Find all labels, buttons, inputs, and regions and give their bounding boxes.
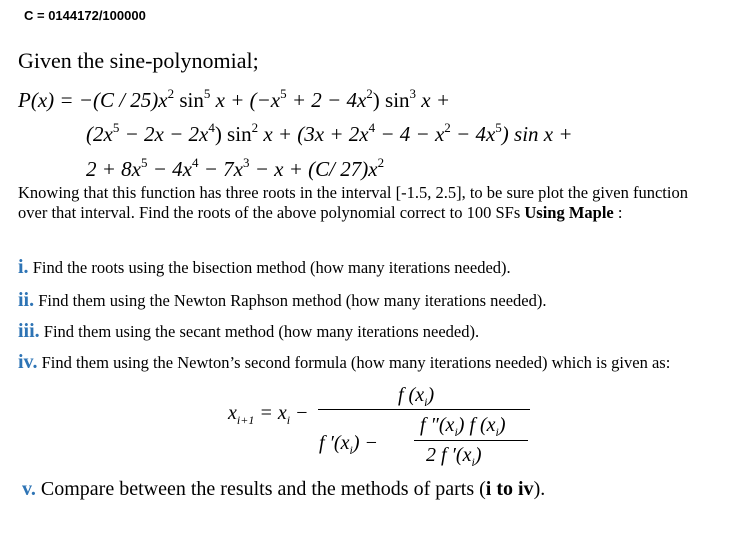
task-bold: i to iv bbox=[485, 478, 534, 500]
task-item-ii bbox=[18, 289, 546, 312]
task-text: Find them using the Newton Raphson method (how many iterations needed). bbox=[34, 291, 547, 310]
eq-term: − 4x bbox=[450, 122, 496, 146]
eq-term: ) sin bbox=[214, 122, 252, 146]
eq-exp: 4 bbox=[368, 120, 376, 135]
intro-text: Given the sine-polynomial; bbox=[18, 48, 259, 73]
formula-inner-numerator: f $''(x_i)$ f $(x_i)$ bbox=[420, 414, 506, 439]
eq-exp: 3 bbox=[243, 155, 250, 170]
eq-exp: 2 bbox=[167, 86, 175, 101]
task-item-v bbox=[22, 478, 545, 501]
task-tail: ). bbox=[533, 478, 546, 500]
formula-denominator-term: f $'(x_i)$ − bbox=[319, 432, 378, 457]
task-text: Find them using the Newton’s second formula (how many iterations needed) which is given as: bbox=[37, 353, 671, 372]
eq-term: − x + (C/ 27)x bbox=[249, 157, 378, 181]
main-fraction-bar bbox=[318, 409, 530, 410]
task-number: iii. bbox=[18, 320, 40, 342]
problem-constant: C = 0144172/100000 bbox=[24, 8, 146, 23]
eq-term: − 4x bbox=[147, 157, 192, 181]
eq-term: (2x bbox=[86, 122, 113, 146]
formula-lhs: $x_{i+1} = x_i$ − bbox=[228, 402, 309, 427]
inner-fraction-bar bbox=[414, 440, 528, 441]
equation-line-2 bbox=[86, 122, 573, 147]
task-text: Compare between the results and the methods of parts ( bbox=[35, 478, 486, 500]
equation-line-3 bbox=[86, 157, 384, 182]
formula-numerator: f $(x_i)$ bbox=[398, 384, 435, 409]
task-number: iv. bbox=[18, 351, 38, 373]
eq-term: + 2 − 4x bbox=[286, 88, 367, 112]
task-number: v. bbox=[22, 478, 36, 500]
eq-term: − 2x − 2x bbox=[119, 122, 209, 146]
eq-exp: 5 bbox=[141, 155, 148, 170]
eq-term: sin bbox=[174, 88, 204, 112]
task-item-iv bbox=[18, 353, 718, 372]
eq-term: ) sin x + bbox=[501, 122, 573, 146]
paragraph-tail: : bbox=[613, 202, 623, 222]
eq-term: P(x) = −(C / 25)x bbox=[18, 88, 168, 112]
eq-exp: 5 bbox=[203, 86, 211, 101]
eq-exp: 3 bbox=[409, 86, 417, 101]
task-text: Find the roots using the bisection method (how many iterations needed). bbox=[28, 258, 511, 277]
eq-term: − 4 − x bbox=[375, 122, 445, 146]
task-text: Find them using the secant method (how many iterations needed). bbox=[39, 322, 480, 341]
task-number: ii. bbox=[18, 289, 35, 311]
task-number: i. bbox=[18, 256, 29, 278]
eq-term: − 7x bbox=[198, 157, 243, 181]
task-item-i bbox=[18, 256, 511, 279]
eq-exp: 5 bbox=[495, 120, 502, 135]
eq-exp: 5 bbox=[112, 120, 120, 135]
instructions-paragraph bbox=[18, 183, 718, 222]
eq-exp: 5 bbox=[280, 86, 287, 101]
eq-term: x + bbox=[416, 88, 451, 112]
eq-exp: 2 bbox=[366, 86, 373, 101]
eq-term: 2 + 8x bbox=[86, 157, 141, 181]
eq-exp: 2 bbox=[377, 155, 385, 170]
paragraph-text: Knowing that this function has three roots in the interval [-1.5, 2.5], to be sure plot the given function over that interval. Find the roots of the above polynomial correct to 100 SFs bbox=[18, 183, 688, 222]
eq-exp: 4 bbox=[192, 155, 199, 170]
eq-exp: 4 bbox=[208, 120, 215, 135]
eq-term: x + (3x + 2x bbox=[258, 122, 369, 146]
eq-term: ) sin bbox=[372, 88, 410, 112]
task-item-iii bbox=[18, 320, 479, 343]
formula-inner-denominator: 2 f $'(x_i)$ bbox=[426, 444, 482, 469]
eq-exp: 2 bbox=[444, 120, 451, 135]
eq-exp: 2 bbox=[251, 120, 259, 135]
paragraph-bold: Using Maple bbox=[524, 202, 614, 222]
equation-line-1 bbox=[18, 88, 450, 113]
eq-term: x + (−x bbox=[210, 88, 281, 112]
